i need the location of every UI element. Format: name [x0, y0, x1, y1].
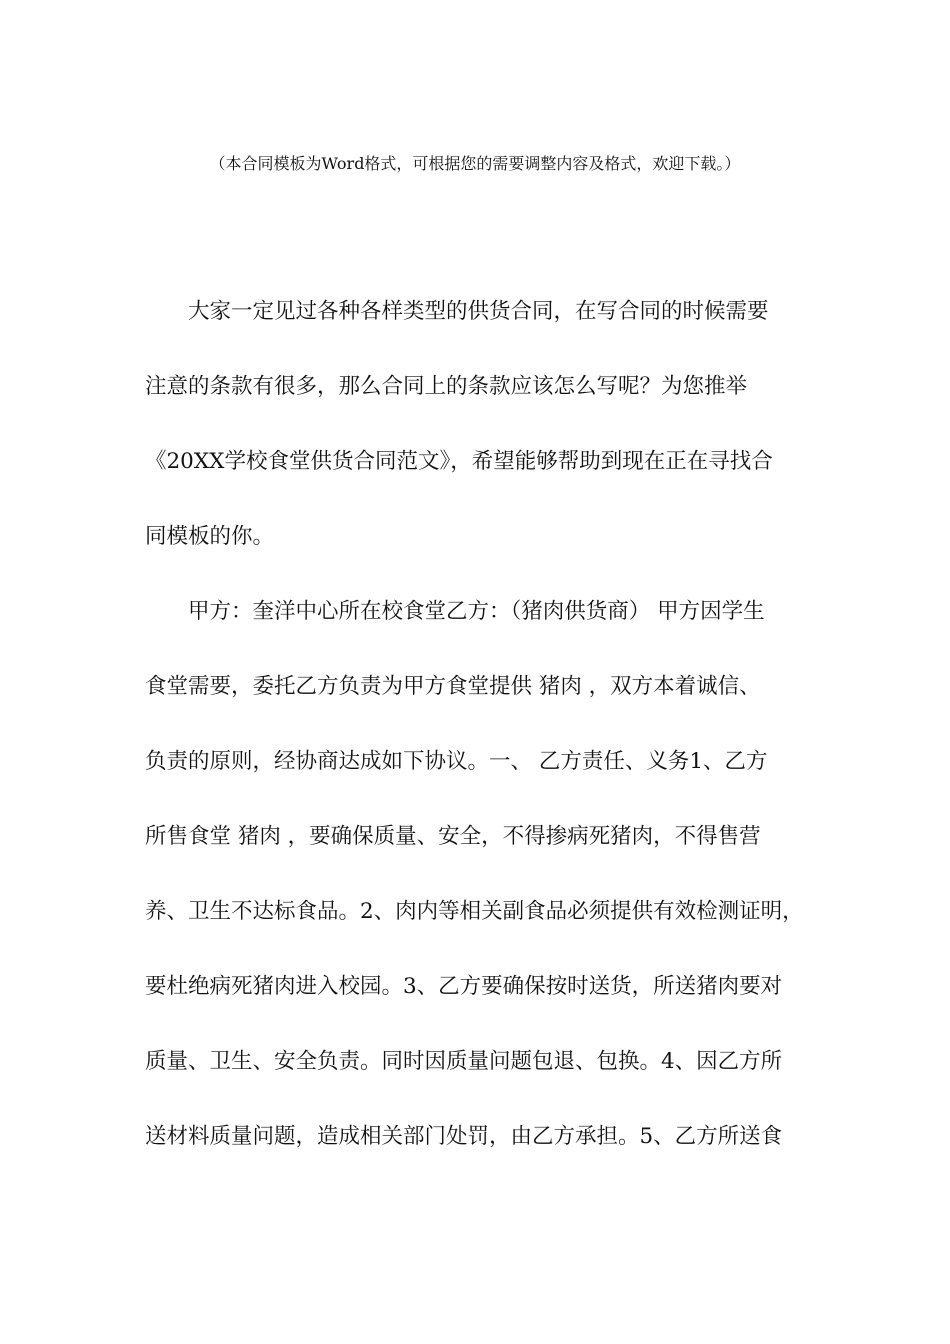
body-line-7: 负责的原则，经协商达成如下协议。一、 乙方责任、义务1、乙方 — [145, 749, 768, 774]
body-line-1: 大家一定见过各种各样类型的供货合同，在写合同的时候需要 — [145, 299, 769, 324]
body-line-3: 《20XX学校食堂供货合同范文》，希望能够帮助到现在正在寻找合 — [145, 449, 773, 474]
body-line-12: 送材料质量问题，造成相关部门处罚，由乙方承担。5、乙方所送食 — [145, 1124, 783, 1149]
body-line-8: 所售食堂 猪肉 ，要确保质量、安全，不得掺病死猪肉，不得售营 — [145, 824, 761, 849]
body-line-5: 甲方：奎洋中心所在校食堂乙方：（猪肉供货商） 甲方因学生 — [145, 599, 765, 624]
body-line-9: 养、卫生不达标食品。2、肉内等相关副食品必须提供有效检测证明， — [145, 899, 804, 924]
body-line-10: 要杜绝病死猪肉进入校园。3、乙方要确保按时送货，所送猪肉要对 — [145, 974, 783, 999]
template-note: （本合同模板为Word格式，可根据您的需要调整内容及格式，欢迎下载。） — [209, 154, 741, 173]
body-line-2: 注意的条款有很多，那么合同上的条款应该怎么写呢？为您推举 — [145, 374, 748, 399]
body-line-4: 同模板的你。 — [145, 524, 275, 549]
body-line-6: 食堂需要，委托乙方负责为甲方食堂提供 猪肉 ，双方本着诚信、 — [145, 674, 761, 699]
body-line-11: 质量、卫生、安全负责。同时因质量问题包退、包换。4、因乙方所 — [145, 1049, 783, 1074]
